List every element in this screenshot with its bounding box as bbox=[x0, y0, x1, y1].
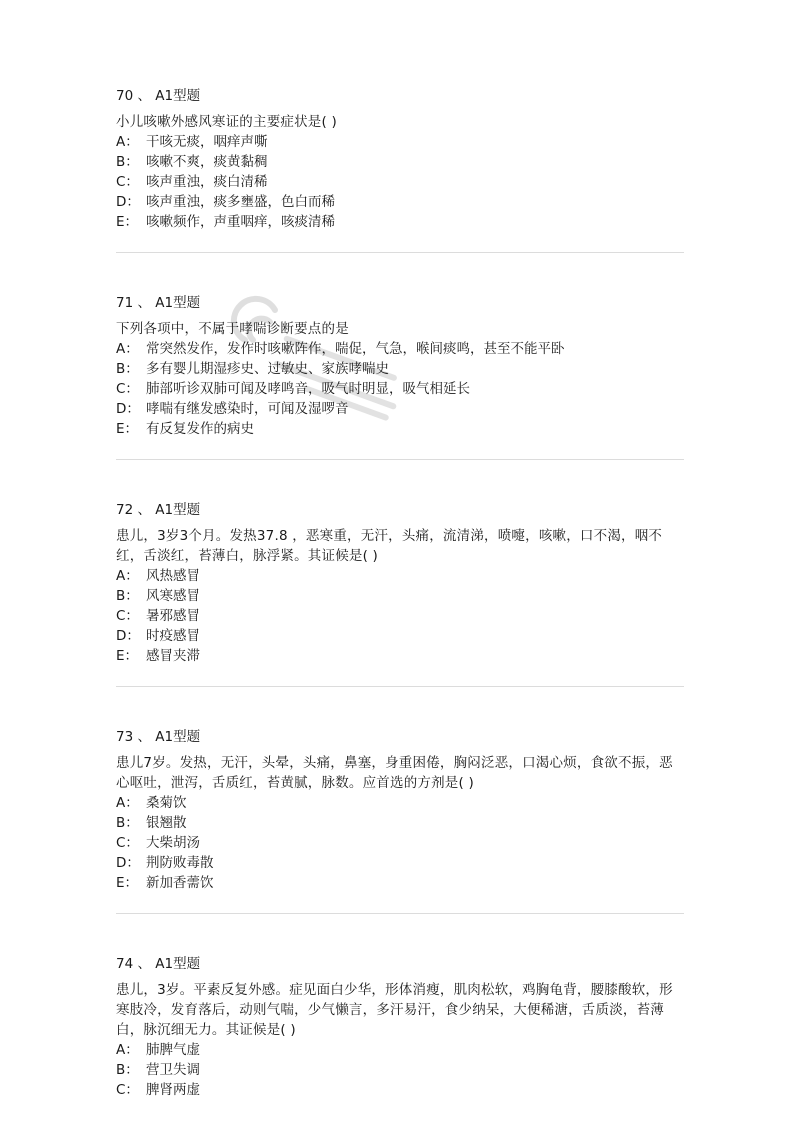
option-text: 桑菊饮 bbox=[146, 795, 187, 811]
option-letter: A： bbox=[116, 134, 139, 150]
option-letter: D： bbox=[116, 401, 140, 417]
option-letter: C： bbox=[116, 1082, 139, 1098]
option-letter: B： bbox=[116, 1062, 139, 1078]
option-text: 营卫失调 bbox=[146, 1062, 200, 1078]
option-letter: B： bbox=[116, 361, 139, 377]
option-e[interactable] bbox=[116, 646, 684, 666]
option-text: 咳声重浊，痰多壅盛，色白而稀 bbox=[146, 194, 335, 210]
question-separator: 、 bbox=[137, 956, 151, 972]
option-text: 风寒感冒 bbox=[146, 588, 200, 604]
option-text: 干咳无痰，咽痒声嘶 bbox=[146, 134, 268, 150]
option-b[interactable] bbox=[116, 152, 684, 172]
question-number: 73 bbox=[116, 729, 134, 745]
option-c[interactable] bbox=[116, 833, 684, 853]
option-e[interactable] bbox=[116, 873, 684, 893]
question-divider bbox=[116, 913, 684, 914]
question-divider bbox=[116, 252, 684, 253]
option-text: 常突然发作，发作时咳嗽阵作，喘促，气急，喉间痰鸣，甚至不能平卧 bbox=[146, 341, 565, 357]
option-text: 大柴胡汤 bbox=[146, 835, 200, 851]
option-text: 荆防败毒散 bbox=[146, 855, 214, 871]
option-e[interactable] bbox=[116, 419, 684, 439]
exam-page bbox=[116, 86, 684, 1100]
option-d[interactable] bbox=[116, 192, 684, 212]
option-c[interactable] bbox=[116, 606, 684, 626]
option-letter: A： bbox=[116, 795, 139, 811]
option-a[interactable] bbox=[116, 339, 684, 359]
question-type: A1型题 bbox=[155, 729, 201, 745]
option-c[interactable] bbox=[116, 172, 684, 192]
option-d[interactable] bbox=[116, 626, 684, 646]
option-text: 银翘散 bbox=[146, 815, 187, 831]
question-stem: 患儿7岁。发热，无汗，头晕，头痛，鼻塞，身重困倦，胸闷泛恶，口渴心烦，食欲不振，恶心呕吐，泄泻，舌质红，苔黄腻，脉数。应首选的方剂是( ) bbox=[116, 755, 673, 791]
option-letter: E： bbox=[116, 421, 139, 437]
option-letter: D： bbox=[116, 194, 140, 210]
option-letter: D： bbox=[116, 855, 140, 871]
question-separator: 、 bbox=[137, 295, 151, 311]
option-letter: A： bbox=[116, 1042, 139, 1058]
option-letter: E： bbox=[116, 214, 139, 230]
option-d[interactable] bbox=[116, 853, 684, 873]
option-letter: B： bbox=[116, 588, 139, 604]
option-text: 咳嗽频作，声重咽痒，咳痰清稀 bbox=[146, 214, 335, 230]
question-type: A1型题 bbox=[155, 88, 201, 104]
question-70 bbox=[116, 86, 684, 232]
option-d[interactable] bbox=[116, 399, 684, 419]
option-letter: E： bbox=[116, 875, 139, 891]
option-letter: B： bbox=[116, 154, 139, 170]
option-letter: C： bbox=[116, 835, 139, 851]
option-text: 多有婴儿期湿疹史、过敏史、家族哮喘史 bbox=[146, 361, 389, 377]
question-number: 71 bbox=[116, 295, 134, 311]
question-divider bbox=[116, 459, 684, 460]
option-letter: B： bbox=[116, 815, 139, 831]
option-text: 时疫感冒 bbox=[146, 628, 200, 644]
question-header bbox=[116, 86, 684, 106]
question-stem: 患儿，3岁。平素反复外感。症见面白少华，形体消瘦，肌肉松软，鸡胸龟背，腰膝酸软，形寒肢冷，发育落后，动则气喘，少气懒言，多汗易汗，食少纳呆，大便稀溏，舌质淡，苔薄白，脉沉细无力。其证候是( ) bbox=[116, 982, 673, 1038]
question-separator: 、 bbox=[137, 729, 151, 745]
option-text: 咳声重浊，痰白清稀 bbox=[146, 174, 268, 190]
option-text: 咳嗽不爽，痰黄黏稠 bbox=[146, 154, 268, 170]
option-letter: A： bbox=[116, 341, 139, 357]
option-text: 风热感冒 bbox=[146, 568, 200, 584]
option-letter: A： bbox=[116, 568, 139, 584]
option-letter: E： bbox=[116, 648, 139, 664]
option-text: 有反复发作的病史 bbox=[146, 421, 254, 437]
option-e[interactable] bbox=[116, 212, 684, 232]
option-text: 新加香薷饮 bbox=[146, 875, 214, 891]
option-text: 哮喘有继发感染时，可闻及湿啰音 bbox=[146, 401, 349, 417]
question-number: 70 bbox=[116, 88, 134, 104]
option-a[interactable] bbox=[116, 132, 684, 152]
question-stem: 患儿，3岁3个月。发热37.8 ，恶寒重，无汗，头痛，流清涕，喷嚏，咳嗽，口不渴，咽不红，舌淡红，苔薄白，脉浮紧。其证候是( ) bbox=[116, 528, 663, 564]
question-separator: 、 bbox=[137, 88, 151, 104]
question-type: A1型题 bbox=[155, 295, 201, 311]
question-73 bbox=[116, 727, 684, 893]
question-stem: 小儿咳嗽外感风寒证的主要症状是( ) bbox=[116, 114, 337, 130]
question-stem: 下列各项中，不属于哮喘诊断要点的是 bbox=[116, 321, 349, 337]
option-letter: D： bbox=[116, 628, 140, 644]
option-a[interactable] bbox=[116, 1040, 684, 1060]
option-text: 暑邪感冒 bbox=[146, 608, 200, 624]
option-c[interactable] bbox=[116, 1080, 684, 1100]
question-header bbox=[116, 727, 684, 747]
option-b[interactable] bbox=[116, 586, 684, 606]
option-b[interactable] bbox=[116, 813, 684, 833]
question-header bbox=[116, 500, 684, 520]
question-type: A1型题 bbox=[155, 502, 201, 518]
option-b[interactable] bbox=[116, 1060, 684, 1080]
option-a[interactable] bbox=[116, 566, 684, 586]
option-letter: C： bbox=[116, 381, 139, 397]
question-type: A1型题 bbox=[155, 956, 201, 972]
option-text: 脾肾两虚 bbox=[146, 1082, 200, 1098]
question-number: 74 bbox=[116, 956, 134, 972]
question-74 bbox=[116, 954, 684, 1100]
option-text: 感冒夹滞 bbox=[146, 648, 200, 664]
option-c[interactable] bbox=[116, 379, 684, 399]
option-letter: C： bbox=[116, 608, 139, 624]
question-divider bbox=[116, 686, 684, 687]
option-letter: C： bbox=[116, 174, 139, 190]
question-header bbox=[116, 293, 684, 313]
question-71 bbox=[116, 293, 684, 439]
question-separator: 、 bbox=[137, 502, 151, 518]
question-header bbox=[116, 954, 684, 974]
option-b[interactable] bbox=[116, 359, 684, 379]
option-a[interactable] bbox=[116, 793, 684, 813]
question-number: 72 bbox=[116, 502, 134, 518]
option-text: 肺脾气虚 bbox=[146, 1042, 200, 1058]
option-text: 肺部听诊双肺可闻及哮鸣音，吸气时明显，吸气相延长 bbox=[146, 381, 470, 397]
question-72 bbox=[116, 500, 684, 666]
